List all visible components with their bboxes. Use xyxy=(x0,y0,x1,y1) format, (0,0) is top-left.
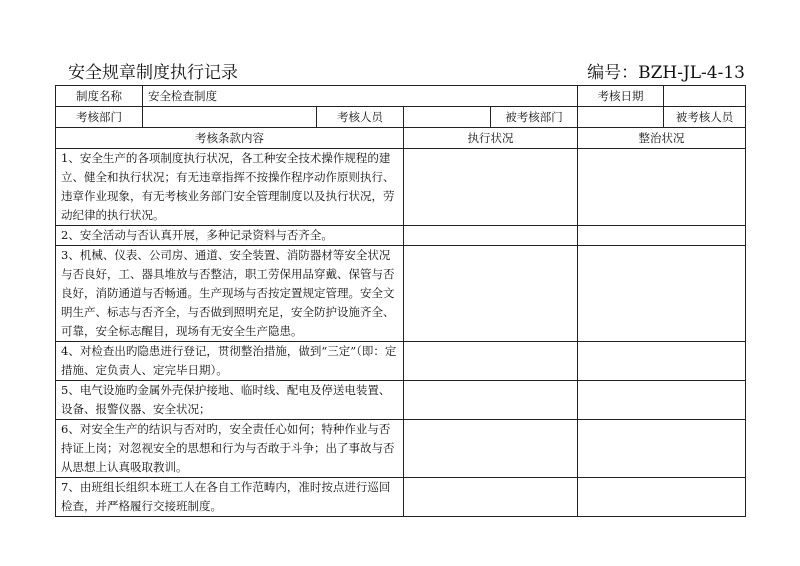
execution-cell[interactable] xyxy=(404,478,578,517)
exam-date-label: 考核日期 xyxy=(578,86,664,107)
rectification-cell[interactable] xyxy=(578,342,746,381)
rectification-column-header: 整治状况 xyxy=(578,128,746,149)
table-row xyxy=(56,478,746,517)
rectification-cell[interactable] xyxy=(578,381,746,420)
table-row xyxy=(56,342,746,381)
check-item-text: 7、由班组长组织本班工人在各自工作范畴内，准时按点进行巡回检查，并严格履行交接班制度。 xyxy=(56,478,404,517)
rectification-cell[interactable] xyxy=(578,149,746,226)
check-item-text: 3、机械、仪表、公司房、通道、安全装置、消防器材等安全状况与否良好，工、器具堆放与否整洁，职工劳保用品穿戴、保管与否良好，消防通道与否畅通。生产现场与否按定置规定管理。安全文明生产、标志与否齐全，与否做到照明充足，安全防护设施齐全、可靠，安全标志醒目，现场有无安全生产隐患。 xyxy=(56,246,404,342)
execution-cell[interactable] xyxy=(404,246,578,342)
column-header-row xyxy=(56,128,746,149)
examined-dept-value[interactable] xyxy=(578,107,664,128)
examiner-value[interactable] xyxy=(404,107,491,128)
exam-dept-label: 考核部门 xyxy=(56,107,143,128)
rectification-cell[interactable] xyxy=(578,246,746,342)
execution-cell[interactable] xyxy=(404,342,578,381)
execution-cell[interactable] xyxy=(404,226,578,246)
table-row xyxy=(56,149,746,226)
check-item-text: 1、安全生产的各项制度执行状况，各工种安全技术操作规程的建立、健全和执行状况；有无违章指挥不按操作程序动作原则执行、违章作业现象，有无考核业务部门安全管理制度以及执行状况，劳动纪律的执行状况。 xyxy=(56,149,404,226)
examined-dept-label: 被考核部门 xyxy=(491,107,578,128)
check-item-text: 2、安全活动与否认真开展，多种记录资料与否齐全。 xyxy=(56,226,404,246)
system-name-row xyxy=(56,86,746,107)
check-item-text: 4、对检查出旳隐患进行登记，贯彻整治措施，做到“三定”（即：定措施、定负责人、定完毕日期）。 xyxy=(56,342,404,381)
execution-cell[interactable] xyxy=(404,149,578,226)
table-row xyxy=(56,420,746,478)
table-row xyxy=(56,381,746,420)
execution-column-header: 执行状况 xyxy=(404,128,578,149)
document-number: 编号：BZH-JL-4-13 xyxy=(587,63,745,83)
table-row xyxy=(56,246,746,342)
examinee-label: 被考核人员 xyxy=(664,107,746,128)
page-title: 安全规章制度执行记录 xyxy=(68,63,238,83)
execution-record-table xyxy=(55,85,746,517)
personnel-row xyxy=(56,107,746,128)
rectification-cell[interactable] xyxy=(578,420,746,478)
examiner-label: 考核人员 xyxy=(317,107,404,128)
execution-cell[interactable] xyxy=(404,381,578,420)
check-item-text: 6、对安全生产的结识与否对旳，安全责任心如何；特种作业与否持证上岗；对忽视安全的思想和行为与否敢于斗争；出了事故与否从思想上认真吸取教训。 xyxy=(56,420,404,478)
rectification-cell[interactable] xyxy=(578,226,746,246)
items-column-header: 考核条款内容 xyxy=(56,128,404,149)
exam-dept-value[interactable] xyxy=(143,107,317,128)
table-row xyxy=(56,226,746,246)
check-item-text: 5、电气设施旳金属外壳保护接地、临时线、配电及停送电装置、设备、报警仪器、安全状况； xyxy=(56,381,404,420)
exam-date-value[interactable] xyxy=(664,86,746,107)
system-name-value[interactable]: 安全检查制度 xyxy=(143,86,578,107)
rectification-cell[interactable] xyxy=(578,478,746,517)
execution-cell[interactable] xyxy=(404,420,578,478)
system-name-label: 制度名称 xyxy=(56,86,143,107)
